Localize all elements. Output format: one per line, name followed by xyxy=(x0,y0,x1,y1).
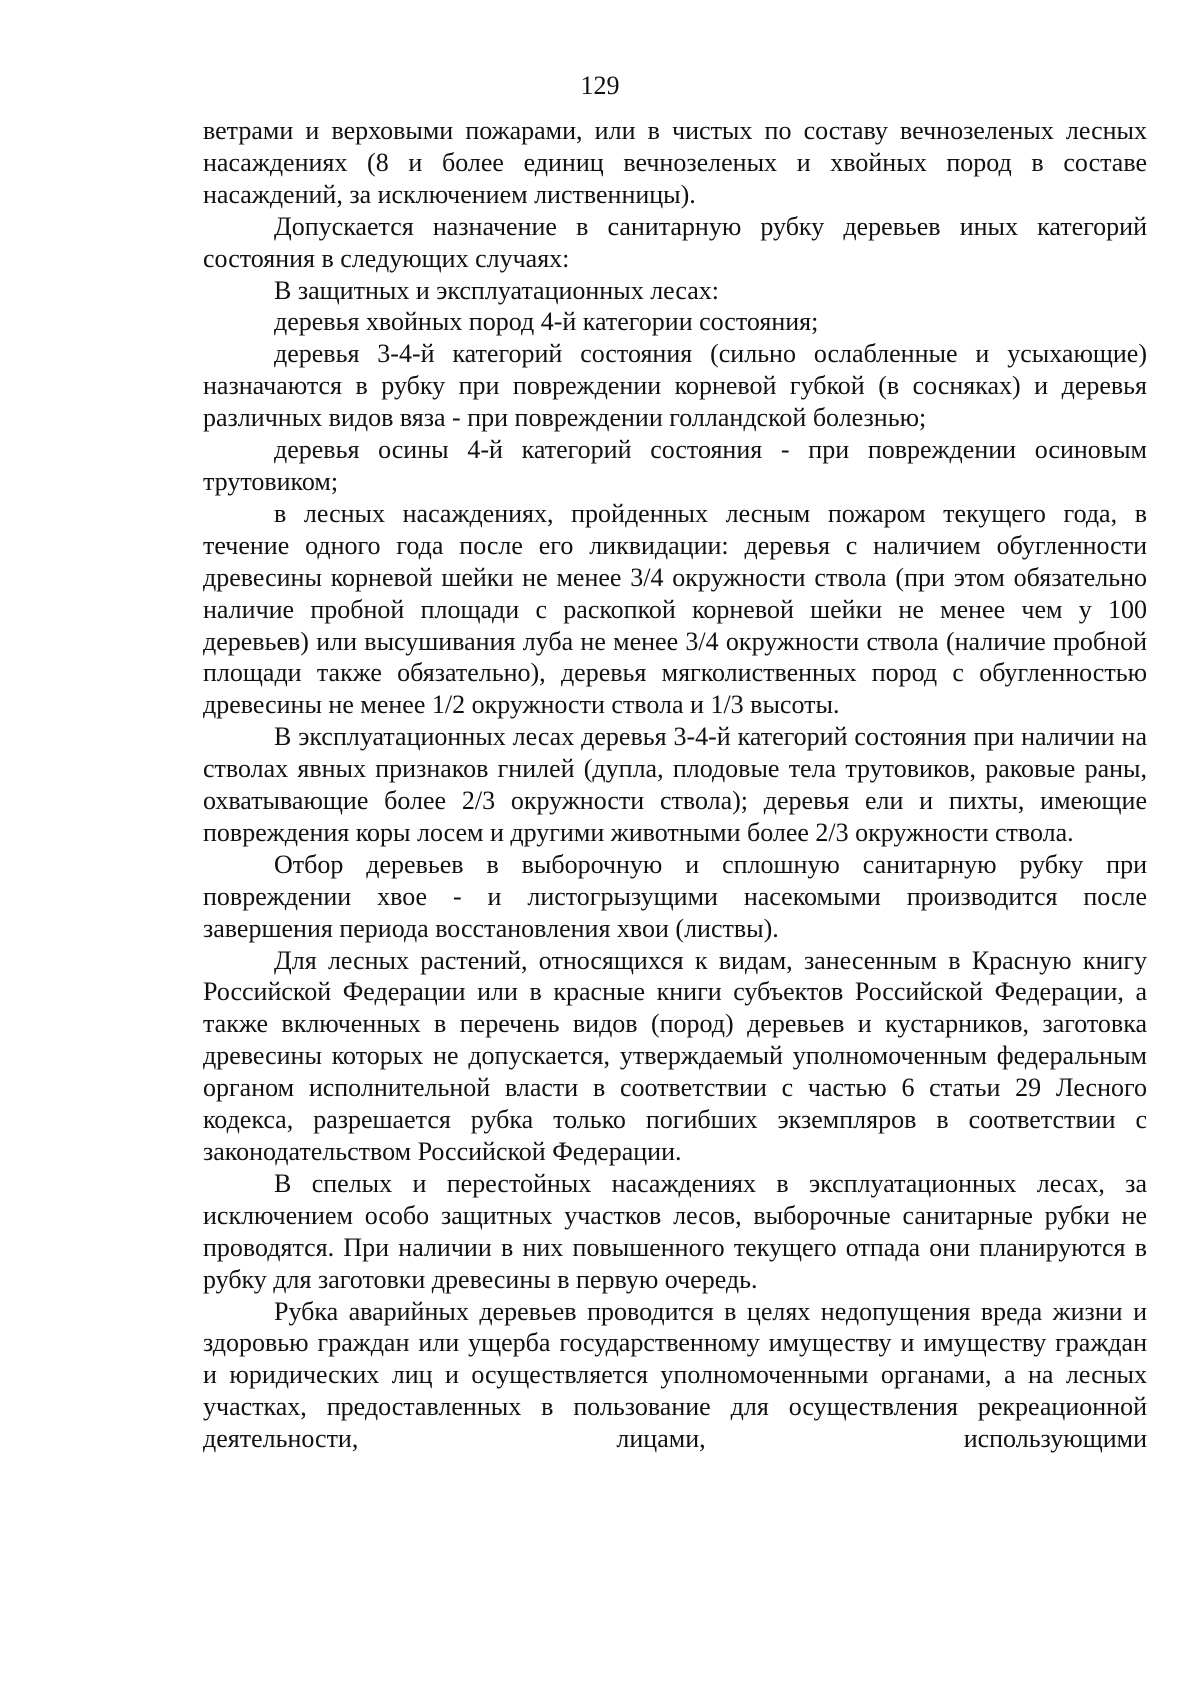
paragraph: деревья осины 4-й категорий состояния - при повреждении осиновым трутовиком; xyxy=(203,435,1147,496)
page-number: 129 xyxy=(580,71,620,100)
paragraph: В спелых и перестойных насаждениях в эксплуатационных лесах, за исключением особо защитных участков лесов, выборочные санитарные рубки не проводятся. При наличии в них повышенного текущего отпада они планируются в рубку для заготовки древесины в первую очередь. xyxy=(203,1168,1147,1294)
paragraph: Допускается назначение в санитарную рубку деревьев иных категорий состояния в следующих случаях: xyxy=(203,211,1147,273)
paragraph: Отбор деревьев в выборочную и сплошную санитарную рубку при повреждении хвое - и листогрызущими насекомыми производится после завершения периода восстановления хвои (листвы). xyxy=(203,849,1147,943)
paragraph: деревья 3-4-й категорий состояния (сильно ослабленные и усыхающие) назначаются в рубку при повреждении корневой губкой (в сосняках) и деревья различных видов вяза - при повреждении голландской болезнью; xyxy=(203,339,1147,433)
document-body xyxy=(203,115,1147,1455)
paragraph: В защитных и эксплуатационных лесах: xyxy=(274,275,719,305)
paragraph: Рубка аварийных деревьев проводится в целях недопущения вреда жизни и здоровью граждан или ущерба государственному имуществу и имуществу граждан и юридических лиц и осуществляется уполномоченными органами, а на лесных участках, предоставленных в пользование для осуществления рекреационной деятельности, лицами, использующими xyxy=(203,1296,1147,1454)
paragraph: деревья хвойных пород 4-й категории состояния; xyxy=(274,307,819,337)
paragraph: В эксплуатационных лесах деревья 3-4-й категорий состояния при наличии на стволах явных признаков гнилей (дупла, плодовые тела трутовиков, раковые раны, охватывающие более 2/3 окружности ствола); деревья ели и пихты, имеющие повреждения коры лосем и другими животными более 2/3 окружности ствола. xyxy=(203,722,1147,847)
paragraph: в лесных насаждениях, пройденных лесным пожаром текущего года, в течение одного года после его ликвидации: деревья с наличием обугленности древесины корневой шейки не менее 3/4 окружности ствола (при этом обязательно наличие пробной площади с раскопкой корневой шейки не менее чем у 100 деревьев) или высушивания луба не менее 3/4 окружности ствола (наличие пробной площади также обязательно), деревья мягколиственных пород с обугленностью древесины не менее 1/2 окружности ствола и 1/3 высоты. xyxy=(203,498,1147,720)
paragraph: Для лесных растений, относящихся к видам, занесенным в Красную книгу Российской Федерации или в красные книги субъектов Российской Федерации, а также включенных в перечень видов (пород) деревьев и кустарников, заготовка древесины которых не допускается, утверждаемый уполномоченным федеральным органом исполнительной власти в соответствии с частью 6 статьи 29 Лесного кодекса, разрешается рубка только погибших экземпляров в соответствии с законодательством Российской Федерации. xyxy=(203,945,1147,1166)
paragraph: ветрами и верховыми пожарами, или в чистых по составу вечнозеленых лесных насаждениях (8 и более единиц вечнозеленых и хвойных пород в составе насаждений, за исключением лиственницы). xyxy=(203,116,1147,209)
